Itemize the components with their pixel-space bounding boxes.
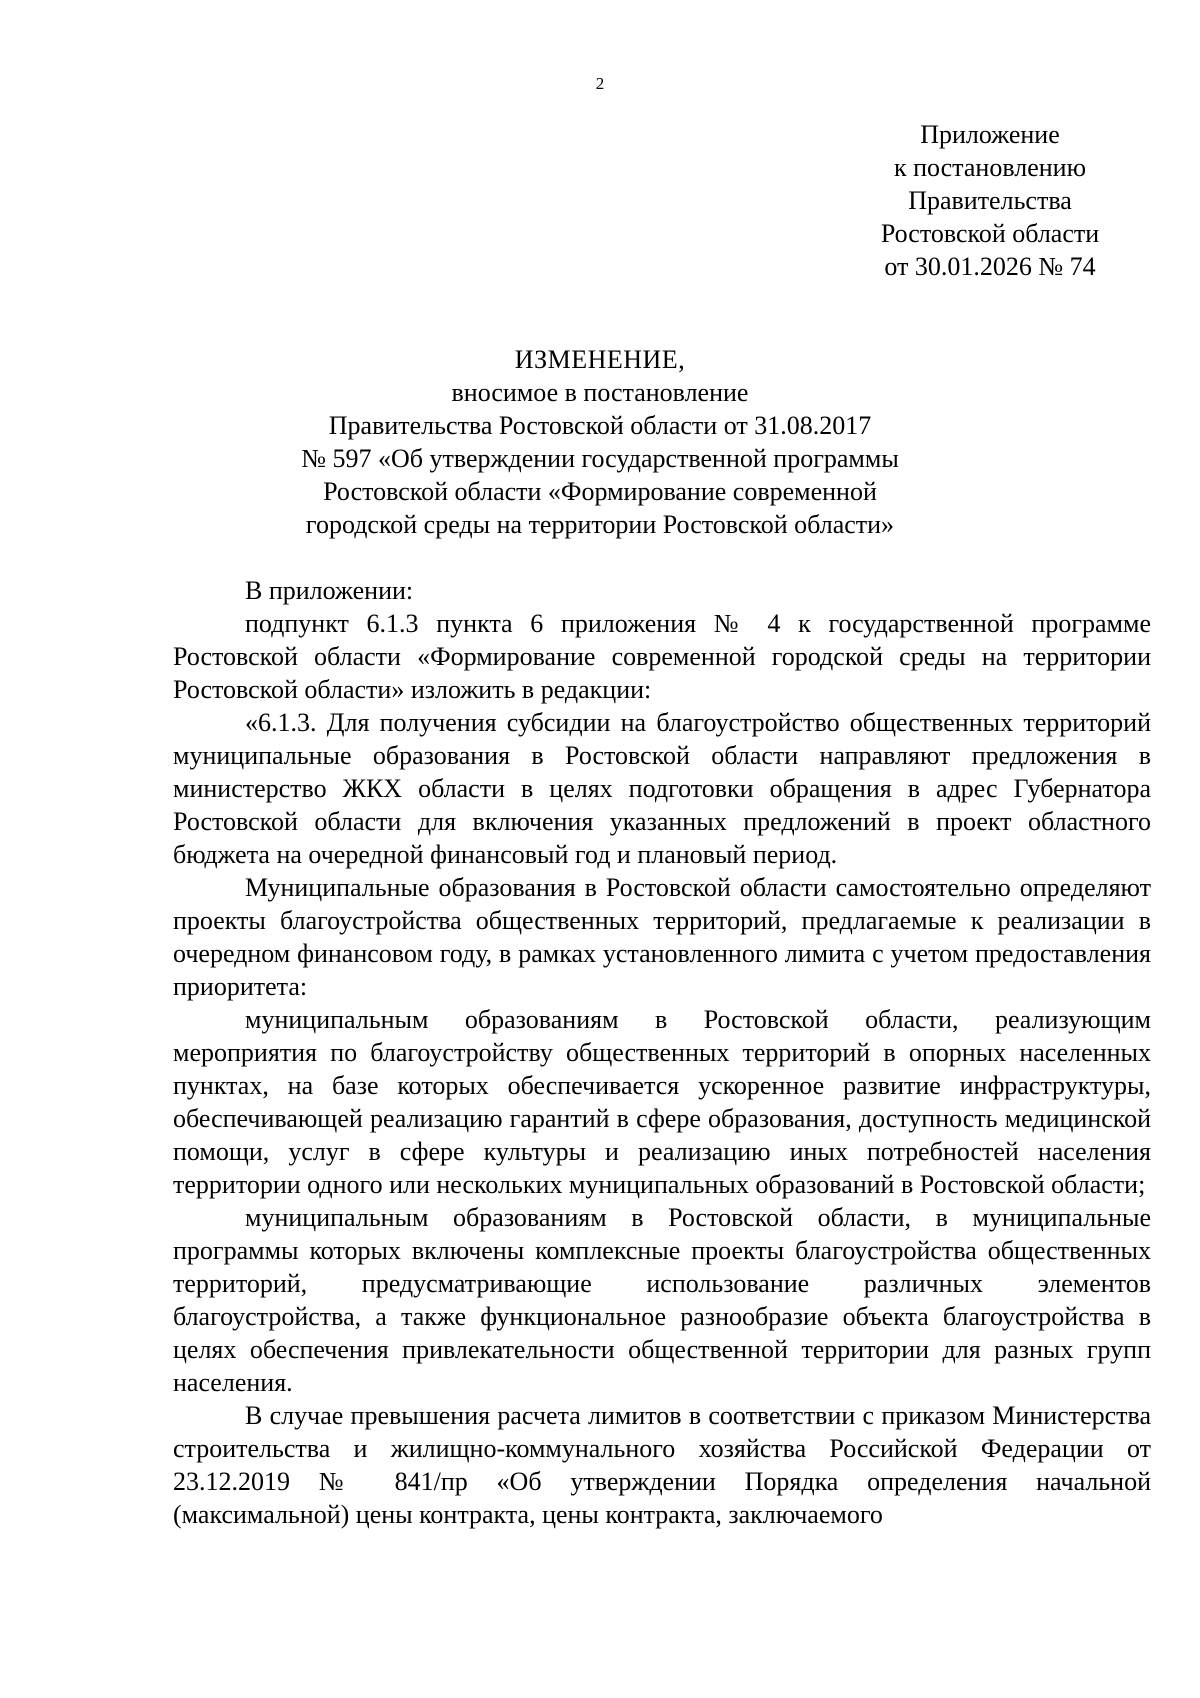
body-paragraph: муниципальным образованиям в Ростовской области, реализующим мероприятия по благоустройству общественных территорий в опорных населенных пунктах, на базе которых обеспечивается ускоренное развитие инфраструктуры, обеспечивающей реализацию гарантий в сфере образования, доступность медицинской помощи, услуг в сфере культуры и реализацию иных потребностей населения территории одного или нескольких муниципальных образований в Ростовской области; [173,1005,1151,1199]
title-line: № 597 «Об утверждении государственной программы [301,444,899,473]
title-line: городской среды на территории Ростовской области» [305,510,895,539]
page-number: 2 [595,74,605,93]
appendix-line: от 30.01.2026 № 74 [884,252,1096,281]
document-title [200,343,1000,541]
title-line: вносимое в постановление [451,378,749,407]
document-body [173,574,1151,1531]
title-line: Правительства Ростовской области от 31.08.2017 [328,411,872,440]
body-paragraph: «6.1.3. Для получения субсидии на благоустройство общественных территорий муниципальные образования в Ростовской области направляют предложения в министерство ЖКХ области в целях подготовки обращения в адрес Губернатора Ростовской области для включения указанных предложений в проект областного бюджета на очередной финансовый год и плановый период. [173,708,1151,869]
body-paragraph: Муниципальные образования в Ростовской области самостоятельно определяют проекты благоустройства общественных территорий, предлагаемые к реализации в очередном финансовом году, в рамках установленного лимита с учетом предоставления приоритета: [173,873,1151,1001]
body-paragraph: подпункт 6.1.3 пункта 6 приложения № 4 к государственной программе Ростовской области «Формирование современной городской среды на территории Ростовской области» изложить в редакции: [173,609,1151,704]
body-intro: В приложении: [245,576,414,605]
appendix-line: Правительства [908,186,1072,215]
appendix-line: к постановлению [893,153,1087,182]
title-heading: ИЗМЕНЕНИЕ, [514,345,686,374]
title-line: Ростовской области «Формирование современной [323,477,877,506]
body-paragraph: муниципальным образованиям в Ростовской области, в муниципальные программы которых включены комплексные проекты благоустройства общественных территорий, предусматривающие использование различных элементов благоустройства, а также функциональное разнообразие объекта благоустройства в целях обеспечения привлекательности общественной территории для разных групп населения. [173,1203,1151,1397]
appendix-line: Ростовской области [880,219,1100,248]
body-paragraph: В случае превышения расчета лимитов в соответствии с приказом Министерства строительства и жилищно-коммунального хозяйства Российской Федерации от 23.12.2019 № 841/пр «Об утверждении Порядка определения начальной (максимальной) цены контракта, цены контракта, заключаемого [173,1401,1151,1529]
appendix-header [840,118,1140,283]
appendix-line: Приложение [920,120,1060,149]
